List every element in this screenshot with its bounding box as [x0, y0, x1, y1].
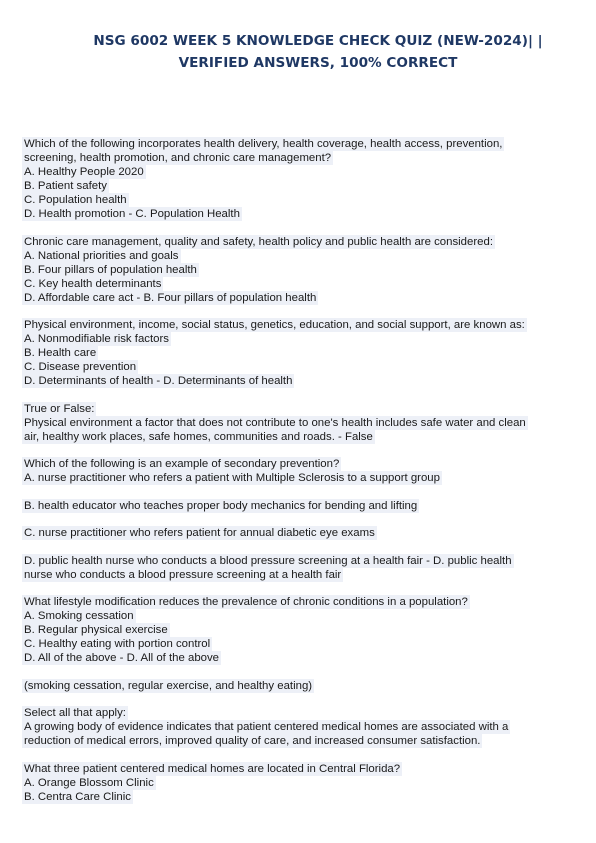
question-block: [22, 235, 566, 305]
text-row: [22, 291, 566, 305]
text-line: B. health educator who teaches proper body mechanics for bending and lifting: [24, 499, 418, 512]
text-row: [22, 277, 566, 291]
title-line-1: NSG 6002 WEEK 5 KNOWLEDGE CHECK QUIZ (NEW-2024)| |: [93, 33, 543, 49]
text-line: Physical environment a factor that does not contribute to one's health includes safe water and clean: [24, 416, 526, 429]
text-line: screening, health promotion, and chronic care management?: [24, 152, 332, 164]
text-row: [22, 554, 566, 568]
quiz-content: [22, 137, 566, 804]
text-line: (smoking cessation, regular exercise, and healthy eating): [24, 679, 313, 692]
text-row: [22, 360, 566, 374]
text-row: [22, 179, 566, 193]
text-line: Physical environment, income, social status, genetics, education, and social support, are known as:: [24, 319, 525, 331]
text-row: [22, 457, 566, 471]
block-spacer: [22, 388, 566, 402]
title-line-2: VERIFIED ANSWERS, 100% CORRECT: [178, 55, 458, 71]
text-line: Which of the following is an example of secondary prevention?: [24, 458, 340, 470]
block-spacer: [22, 444, 566, 458]
text-row: [22, 595, 566, 609]
text-line: B. Centra Care Clinic: [24, 790, 131, 803]
text-line: B. Regular physical exercise: [24, 624, 168, 636]
text-row: [22, 430, 566, 444]
text-line: D. Determinants of health - D. Determinants of health: [24, 375, 293, 387]
text-line: D. Affordable care act - B. Four pillars of population health: [24, 291, 317, 304]
text-line: What lifestyle modification reduces the prevalence of chronic conditions in a population?: [24, 596, 468, 608]
text-row: [22, 623, 566, 637]
text-line: A. nurse practitioner who refers a patient with Multiple Sclerosis to a support group: [24, 472, 440, 484]
text-line: C. Key health determinants: [24, 277, 162, 290]
text-row: [22, 151, 566, 165]
question-block: [22, 554, 566, 582]
block-spacer: [22, 665, 566, 679]
text-row: [22, 346, 566, 360]
text-line: reduction of medical errors, improved quality of care, and increased consumer satisfaction.: [24, 735, 481, 747]
question-block: [22, 679, 566, 693]
text-row: [22, 706, 566, 720]
text-line: D. All of the above - D. All of the above: [24, 652, 220, 664]
question-block: [22, 595, 566, 665]
text-row: [22, 207, 566, 221]
text-line: C. Population health: [24, 194, 127, 206]
block-spacer: [22, 540, 566, 554]
question-block: [22, 402, 566, 444]
text-row: [22, 402, 566, 416]
text-row: [22, 263, 566, 277]
text-row: [22, 720, 566, 734]
block-spacer: [22, 513, 566, 527]
text-row: [22, 734, 566, 748]
question-block: [22, 499, 566, 513]
text-row: [22, 790, 566, 804]
text-line: A. National priorities and goals: [24, 249, 179, 262]
text-line: B. Patient safety: [24, 180, 107, 192]
text-row: [22, 235, 566, 249]
text-row: [22, 637, 566, 651]
text-line: A. Nonmodifiable risk factors: [24, 333, 169, 345]
text-line: Chronic care management, quality and safety, health policy and public health are considered:: [24, 235, 493, 248]
question-block: [22, 706, 566, 748]
text-row: [22, 193, 566, 207]
document-title: [60, 30, 576, 74]
text-line: A. Healthy People 2020: [24, 166, 144, 178]
question-block: [22, 526, 566, 540]
block-spacer: [22, 582, 566, 596]
question-block: [22, 762, 566, 804]
text-line: nurse who conducts a blood pressure screening at a health fair: [24, 568, 342, 581]
block-spacer: [22, 748, 566, 762]
text-line: B. Health care: [24, 347, 97, 359]
text-row: [22, 568, 566, 582]
block-spacer: [22, 221, 566, 235]
text-row: [22, 332, 566, 346]
text-row: [22, 137, 566, 151]
text-line: A growing body of evidence indicates that patient centered medical homes are associated with a: [24, 721, 509, 733]
question-block: [22, 457, 566, 485]
text-row: [22, 499, 566, 513]
text-row: [22, 609, 566, 623]
text-line: B. Four pillars of population health: [24, 263, 197, 276]
text-line: air, healthy work places, safe homes, communities and roads. - False: [24, 430, 373, 443]
text-row: [22, 679, 566, 693]
text-line: C. Disease prevention: [24, 361, 137, 373]
text-line: D. Health promotion - C. Population Health: [24, 208, 240, 220]
question-block: [22, 137, 566, 221]
block-spacer: [22, 693, 566, 707]
text-line: C. Healthy eating with portion control: [24, 638, 211, 650]
text-line: What three patient centered medical homes are located in Central Florida?: [24, 762, 401, 775]
text-line: C. nurse practitioner who refers patient for annual diabetic eye exams: [24, 527, 375, 539]
text-row: [22, 762, 566, 776]
text-row: [22, 165, 566, 179]
block-spacer: [22, 305, 566, 319]
text-row: [22, 526, 566, 540]
text-row: [22, 416, 566, 430]
text-row: [22, 776, 566, 790]
text-row: [22, 374, 566, 388]
text-line: Select all that apply:: [24, 707, 126, 719]
text-line: D. public health nurse who conducts a blood pressure screening at a health fair - D. public health: [24, 554, 512, 567]
text-line: True or False:: [24, 402, 95, 415]
text-line: A. Smoking cessation: [24, 610, 134, 622]
block-spacer: [22, 485, 566, 499]
text-row: [22, 318, 566, 332]
text-row: [22, 651, 566, 665]
text-line: A. Orange Blossom Clinic: [24, 776, 154, 789]
text-row: [22, 471, 566, 485]
question-block: [22, 318, 566, 388]
text-row: [22, 249, 566, 263]
text-line: Which of the following incorporates health delivery, health coverage, health access, prevention,: [24, 138, 503, 150]
